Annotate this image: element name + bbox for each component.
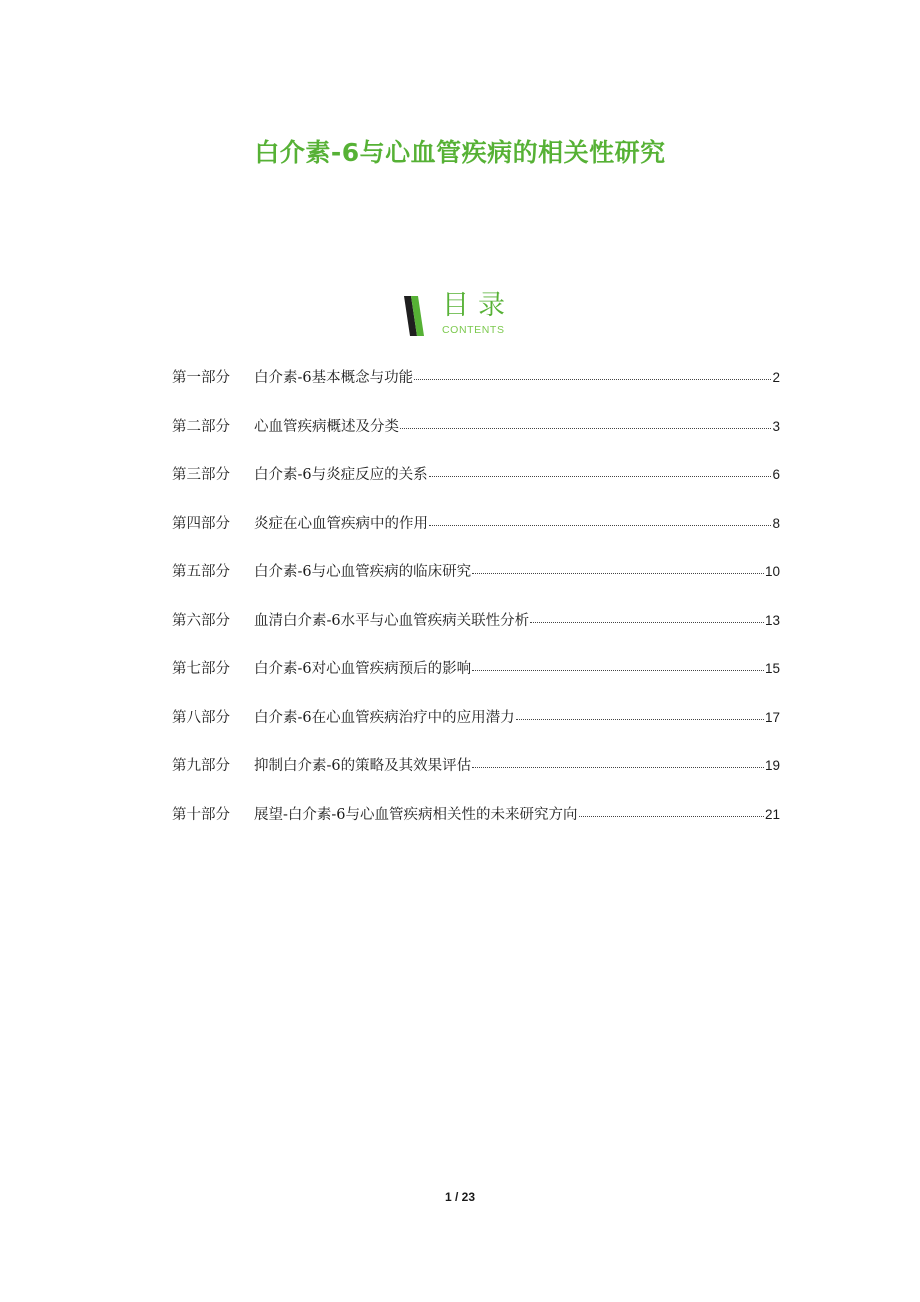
toc-entry-title: 白介素-6在心血管疾病治疗中的应用潜力 <box>254 709 515 726</box>
toc-entry-part: 第七部分 <box>172 661 230 677</box>
toc-entry-page: 8 <box>772 515 780 531</box>
document-title: 白介素-6与心血管疾病的相关性研究 <box>254 137 666 167</box>
toc-dot-leader <box>516 703 764 720</box>
toc-entry-part: 第二部分 <box>172 418 230 435</box>
toc-dot-leader <box>429 509 771 526</box>
toc-entry-page: 10 <box>764 564 780 579</box>
toc-entry-page: 13 <box>764 612 780 628</box>
toc-entry[interactable] <box>172 364 780 413</box>
toc-entry-title: 心血管疾病概述及分类 <box>254 418 399 435</box>
page-number: 1 / 23 <box>444 1190 476 1204</box>
toc-entry[interactable] <box>172 752 780 801</box>
toc-entry-page: 15 <box>764 661 780 676</box>
toc-entry-part: 第五部分 <box>172 564 230 580</box>
toc-entry-page: 6 <box>772 467 780 482</box>
toc-subheading: CONTENTS <box>442 324 505 336</box>
toc-entry-page: 17 <box>764 709 780 725</box>
toc-entry-part: 第四部分 <box>172 515 230 532</box>
toc-heading: 目录 <box>442 290 514 321</box>
toc-entry-title: 抑制白介素-6的策略及其效果评估 <box>254 758 472 774</box>
toc-entry[interactable] <box>172 461 780 510</box>
toc-entry-page: 3 <box>772 418 780 434</box>
toc-dot-leader <box>472 751 764 768</box>
toc-entry-part: 第六部分 <box>172 612 230 629</box>
toc-entry-title: 白介素-6与心血管疾病的临床研究 <box>254 564 472 580</box>
toc-entry-part: 第一部分 <box>172 370 230 386</box>
toc-entry[interactable] <box>172 607 780 656</box>
toc-header <box>404 290 534 338</box>
toc-entry[interactable] <box>172 558 780 607</box>
toc-dot-leader <box>472 557 764 574</box>
toc-dot-leader <box>400 412 771 429</box>
toc-entry[interactable] <box>172 510 780 559</box>
toc-entry-part: 第八部分 <box>172 709 230 726</box>
toc-dot-leader <box>429 460 772 477</box>
toc-entry-page: 19 <box>764 758 780 773</box>
toc-entry-title: 白介素-6对心血管疾病预后的影响 <box>254 661 472 677</box>
toc-entry-title: 白介素-6与炎症反应的关系 <box>254 467 428 483</box>
toc-dot-leader <box>414 363 771 380</box>
toc-logo-icon <box>404 296 426 336</box>
toc-entry[interactable] <box>172 413 780 462</box>
toc-entry-title: 展望-白介素-6与心血管疾病相关性的未来研究方向 <box>254 806 578 823</box>
toc-dot-leader <box>530 606 764 623</box>
toc-entry[interactable] <box>172 655 780 704</box>
toc-entry-title: 炎症在心血管疾病中的作用 <box>254 515 428 532</box>
toc-dot-leader <box>579 800 764 817</box>
toc-entry[interactable] <box>172 704 780 753</box>
toc-entry-title: 白介素-6基本概念与功能 <box>254 370 414 386</box>
toc-entry-part: 第三部分 <box>172 467 230 483</box>
toc-list <box>172 364 780 849</box>
toc-entry-part: 第九部分 <box>172 758 230 774</box>
toc-dot-leader <box>472 654 764 671</box>
toc-entry-page: 2 <box>772 370 780 385</box>
toc-entry-title: 血清白介素-6水平与心血管疾病关联性分析 <box>254 612 530 629</box>
toc-entry[interactable] <box>172 801 780 850</box>
toc-entry-part: 第十部分 <box>172 806 230 823</box>
toc-entry-page: 21 <box>764 806 780 822</box>
